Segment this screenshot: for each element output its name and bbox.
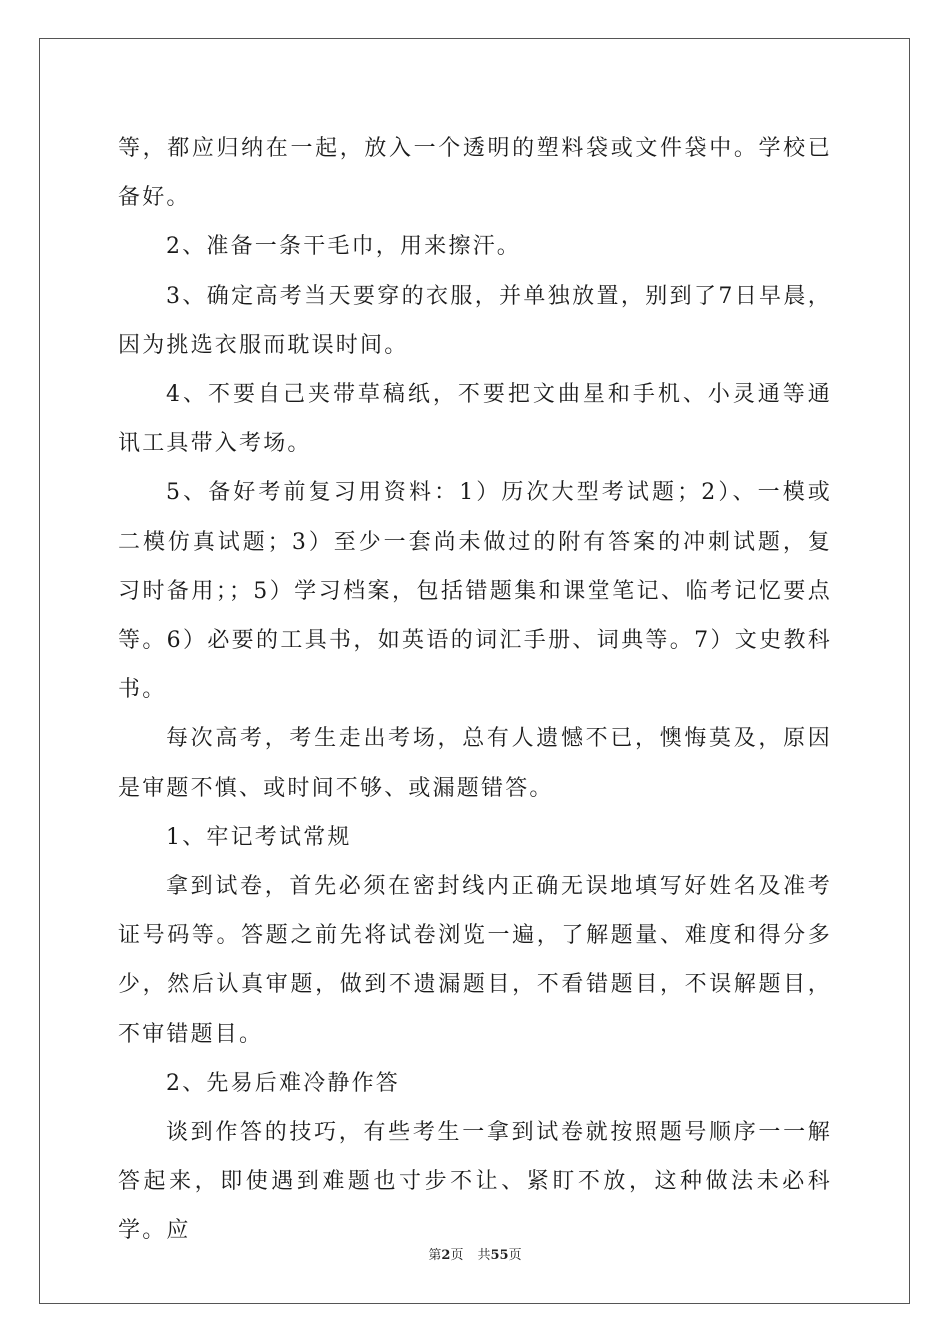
current-page-number: 2 (441, 1248, 451, 1263)
paragraph: 5、备好考前复习用资料：1）历次大型考试题；2）、一模或二模仿真试题；3）至少一套尚未做过的附有答案的冲刺试题，复习时备用；；5）学习档案，包括错题集和课堂笔记、临考记忆要点等。6）必要的工具书，如英语的词汇手册、词典等。7）文史教科书。 (118, 480, 832, 703)
paragraph: 4、不要自己夹带草稿纸，不要把文曲星和手机、小灵通等通讯工具带入考场。 (118, 382, 832, 457)
paragraph: 拿到试卷，首先必须在密封线内正确无误地填写好姓名及准考证号码等。答题之前先将试卷浏览一遍，了解题量、难度和得分多少，然后认真审题，做到不遗漏题目，不看错题目，不误解题目，不审错题目。 (118, 874, 832, 1047)
footer-page-unit: 页 (450, 1248, 464, 1263)
paragraph: 3、确定高考当天要穿的衣服，并单独放置，别到了7日早晨，因为挑选衣服而耽误时间。 (118, 283, 832, 358)
footer-total-unit: 页 (508, 1248, 522, 1263)
section-heading: 1、牢记考试常规 (166, 824, 352, 850)
section-heading: 2、先易后难冷静作答 (166, 1070, 400, 1096)
page-footer (0, 1244, 950, 1263)
footer-total-prefix: 共 (477, 1248, 491, 1263)
paragraph: 谈到作答的技巧，有些考生一拿到试卷就按照题号顺序一一解答起来，即使遇到难题也寸步不让、紧盯不放，这种做法未必科学。应 (118, 1120, 832, 1244)
footer-prefix: 第 (428, 1248, 442, 1263)
total-page-count: 55 (490, 1248, 509, 1263)
document-body (118, 124, 832, 1256)
paragraph: 2、准备一条干毛巾，用来擦汗。 (166, 234, 521, 260)
paragraph: 每次高考，考生走出考场，总有人遗憾不已，懊悔莫及，原因是审题不慎、或时间不够、或漏题错答。 (118, 726, 832, 801)
paragraph: 等，都应归纳在一起，放入一个透明的塑料袋或文件袋中。学校已备好。 (118, 136, 832, 211)
